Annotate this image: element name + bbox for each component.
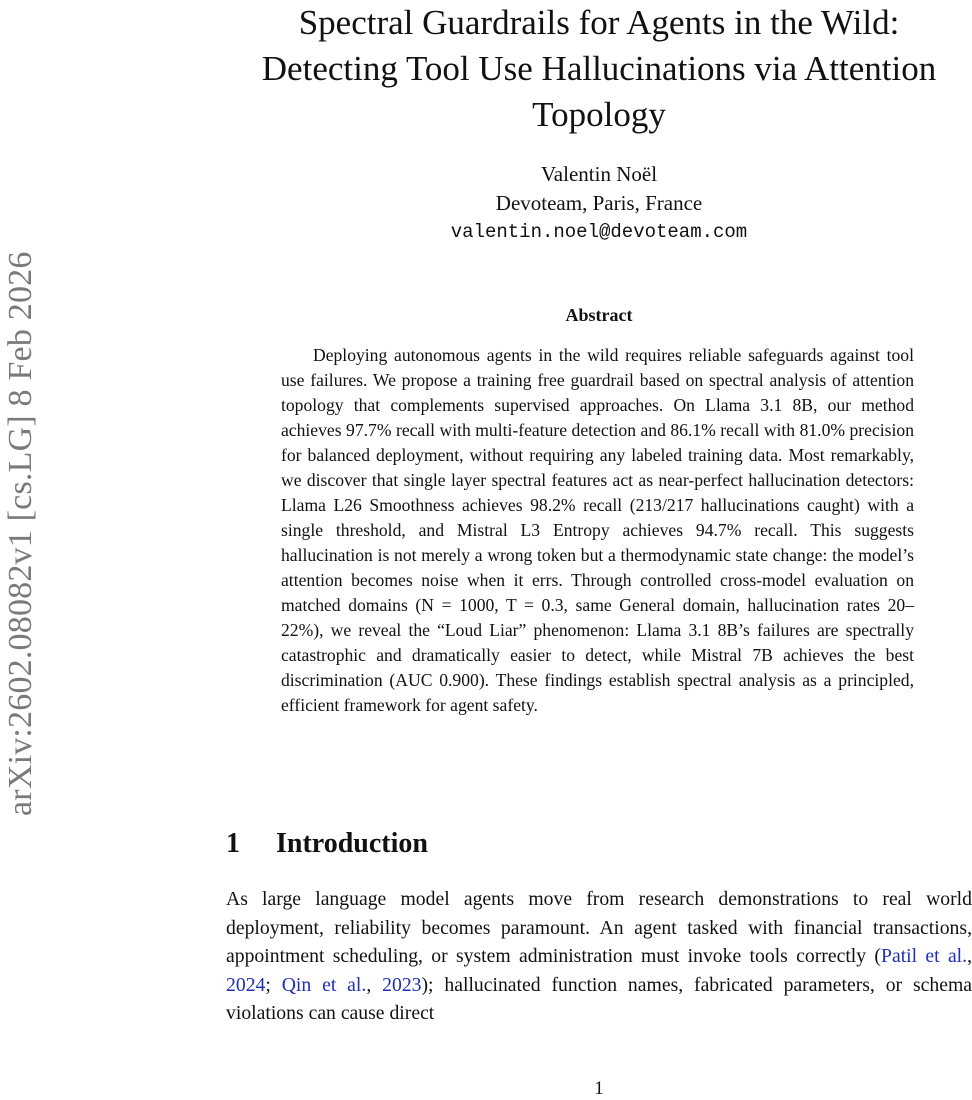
citation-separator: , [967, 945, 972, 967]
page-number: 1 [594, 1078, 604, 1099]
arxiv-identifier-stamp: arXiv:2602.08082v1 [cs.LG] 8 Feb 2026 [2, 251, 39, 816]
citation-link-patil-year[interactable]: 2024 [226, 973, 266, 996]
author-email: valentin.noel@devoteam.com [450, 221, 748, 243]
citation-link-patil[interactable]: Patil et al. [881, 945, 968, 967]
author-block [226, 160, 972, 247]
citation-link-qin-year[interactable]: 2023 [382, 973, 422, 996]
citation-separator: , [366, 973, 383, 996]
section-number: 1 [226, 828, 240, 859]
paper-title [226, 0, 972, 138]
title-line: Topology [532, 95, 666, 134]
author-affiliation: Devoteam, Paris, France [495, 191, 703, 215]
abstract-body [281, 343, 914, 718]
title-line: Spectral Guardrails for Agents in the Wild: [298, 3, 900, 42]
intro-text-start: As large language model agents move from research demonstrations to real world deployment, reliability becomes paramount. An agent tasked with financial transactions, appointment scheduling, or system administration must invoke tools correctly ( [226, 888, 972, 967]
title-line: Detecting Tool Use Hallucinations via Attention [261, 49, 937, 88]
intro-paragraph [226, 885, 972, 1028]
section-heading [226, 828, 428, 860]
introduction-body [226, 885, 972, 1028]
abstract-heading: Abstract [565, 305, 633, 325]
citation-separator: ; [265, 973, 282, 996]
abstract-text: Deploying autonomous agents in the wild requires reliable safeguards against tool use failures. We propose a training free guardrail based on spectral analysis of attention topology that complements supervised approaches. On Llama 3.1 8B, our method achieves 97.7% recall with multi-feature detection and 86.1% recall with 81.0% precision for balanced deployment, without requiring any labeled training data. Most remarkably, we discover that single layer spectral features act as near-perfect hallucination detectors: Llama L26 Smoothness achieves 98.2% recall (213/217 hallucinations caught) with a single threshold, and Mistral L3 Entropy achieves 94.7% recall. This suggests hallucination is not merely a wrong token but a thermodynamic state change: the model’s attention becomes noise when it errs. Through controlled cross-model evaluation on matched domains (N = 1000, T = 0.3, same General domain, hallucination rates 20–22%), we reveal the “Loud Liar” phenomenon: Llama 3.1 8B’s failures are spectrally catastrophic and dramatically easier to detect, while Mistral 7B achieves the best discrimination (AUC 0.900). These findings establish spectral analysis as a principled, efficient framework for agent safety. [281, 345, 914, 715]
author-name: Valentin Noël [540, 162, 658, 186]
citation-link-qin[interactable]: Qin et al. [281, 973, 367, 996]
section-title: Introduction [276, 828, 428, 859]
intro-text-end: ); hallucinated function names, fabricated parameters, or schema violations can cause direct [226, 973, 972, 1024]
